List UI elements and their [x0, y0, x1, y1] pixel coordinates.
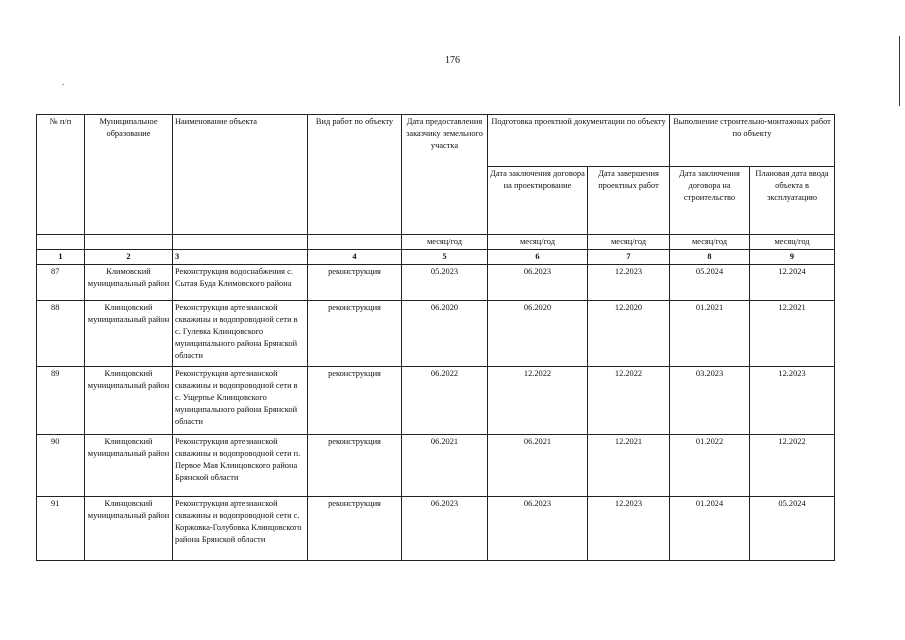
scan-tick-mark: [62, 84, 64, 85]
header-object-name: Наименование объекта: [173, 115, 308, 235]
table-row: [37, 301, 835, 367]
unit-cell: месяц/год: [750, 235, 835, 250]
unit-cell-empty: [37, 235, 85, 250]
header-construction-contract-date: Дата заключения договора на строительство: [670, 167, 750, 235]
row-work-type: реконструкция: [308, 497, 402, 561]
table-row: [37, 367, 835, 435]
unit-cell: месяц/год: [670, 235, 750, 250]
header-number: № п/п: [37, 115, 85, 235]
row-design-end-date: 12.2023: [588, 497, 670, 561]
page-edge-line: [899, 36, 900, 106]
row-land-date: 06.2023: [402, 497, 488, 561]
unit-cell-empty: [308, 235, 402, 250]
row-construction-contract-date: 03.2023: [670, 367, 750, 435]
column-number: 4: [308, 250, 402, 265]
row-construction-contract-date: 01.2022: [670, 435, 750, 497]
column-number: 7: [588, 250, 670, 265]
row-land-date: 05.2023: [402, 265, 488, 301]
header-work-type: Вид работ по объекту: [308, 115, 402, 235]
row-commissioning-date: 12.2022: [750, 435, 835, 497]
row-work-type: реконструкция: [308, 301, 402, 367]
header-construction-group: Выполнение строительно-монтажных работ по объекту: [670, 115, 835, 167]
row-number: 87: [37, 265, 85, 301]
table-row: [37, 265, 835, 301]
row-number: 91: [37, 497, 85, 561]
row-municipality: Клинцовский муниципальный район: [85, 367, 173, 435]
unit-cell: месяц/год: [402, 235, 488, 250]
header-land-date: Дата предоставления заказчику земельного участка: [402, 115, 488, 235]
row-construction-contract-date: 05.2024: [670, 265, 750, 301]
row-municipality: Клинцовский муниципальный район: [85, 497, 173, 561]
row-commissioning-date: 12.2024: [750, 265, 835, 301]
row-number: 90: [37, 435, 85, 497]
row-land-date: 06.2020: [402, 301, 488, 367]
column-number: 8: [670, 250, 750, 265]
row-commissioning-date: 12.2021: [750, 301, 835, 367]
row-work-type: реконструкция: [308, 367, 402, 435]
row-object-name: Реконструкция артезианской скважины и водопроводной сети в с. Ущерпье Клинцовского муниципального района Брянской области: [173, 367, 308, 435]
row-municipality: Климовский муниципальный район: [85, 265, 173, 301]
unit-cell: месяц/год: [488, 235, 588, 250]
row-number: 89: [37, 367, 85, 435]
row-design-end-date: 12.2022: [588, 367, 670, 435]
row-design-contract-date: 12.2022: [488, 367, 588, 435]
unit-cell: месяц/год: [588, 235, 670, 250]
row-construction-contract-date: 01.2024: [670, 497, 750, 561]
row-design-contract-date: 06.2023: [488, 497, 588, 561]
header-municipality: Муниципальное образование: [85, 115, 173, 235]
row-municipality: Клинцовский муниципальный район: [85, 435, 173, 497]
table-row: [37, 435, 835, 497]
column-number: 6: [488, 250, 588, 265]
row-land-date: 06.2021: [402, 435, 488, 497]
column-number: 2: [85, 250, 173, 265]
column-number: 1: [37, 250, 85, 265]
row-commissioning-date: 05.2024: [750, 497, 835, 561]
row-object-name: Реконструкция артезианской скважины и водопроводной сети с. Коржовка-Голубовка Клинцовского района Брянской области: [173, 497, 308, 561]
column-number: 9: [750, 250, 835, 265]
unit-cell-empty: [85, 235, 173, 250]
header-design-end-date: Дата завершения проектных работ: [588, 167, 670, 235]
row-work-type: реконструкция: [308, 435, 402, 497]
table-row: [37, 497, 835, 561]
unit-cell-empty: [173, 235, 308, 250]
column-number: 3: [173, 250, 308, 265]
row-design-contract-date: 06.2023: [488, 265, 588, 301]
header-commissioning-date: Плановая дата ввода объекта в эксплуатацию: [750, 167, 835, 235]
row-object-name: Реконструкция артезианской скважины и водопроводной сети п. Первое Мая Клинцовского района Брянской области: [173, 435, 308, 497]
row-design-contract-date: 06.2020: [488, 301, 588, 367]
row-object-name: Реконструкция водоснабжения с. Сытая Буда Климовского района: [173, 265, 308, 301]
row-municipality: Клинцовский муниципальный район: [85, 301, 173, 367]
header-design-group: Подготовка проектной документации по объекту: [488, 115, 670, 167]
header-design-contract-date: Дата заключения договора на проектирование: [488, 167, 588, 235]
row-construction-contract-date: 01.2021: [670, 301, 750, 367]
row-commissioning-date: 12.2023: [750, 367, 835, 435]
row-design-end-date: 12.2020: [588, 301, 670, 367]
row-land-date: 06.2022: [402, 367, 488, 435]
column-number: 5: [402, 250, 488, 265]
page-number: 176: [445, 55, 460, 66]
row-design-contract-date: 06.2021: [488, 435, 588, 497]
row-design-end-date: 12.2021: [588, 435, 670, 497]
row-work-type: реконструкция: [308, 265, 402, 301]
row-number: 88: [37, 301, 85, 367]
row-design-end-date: 12.2023: [588, 265, 670, 301]
row-object-name: Реконструкция артезианской скважины и водопроводной сети в с. Гулевка Клинцовского муниципального района Брянской области: [173, 301, 308, 367]
object-schedule-table: [36, 114, 835, 561]
